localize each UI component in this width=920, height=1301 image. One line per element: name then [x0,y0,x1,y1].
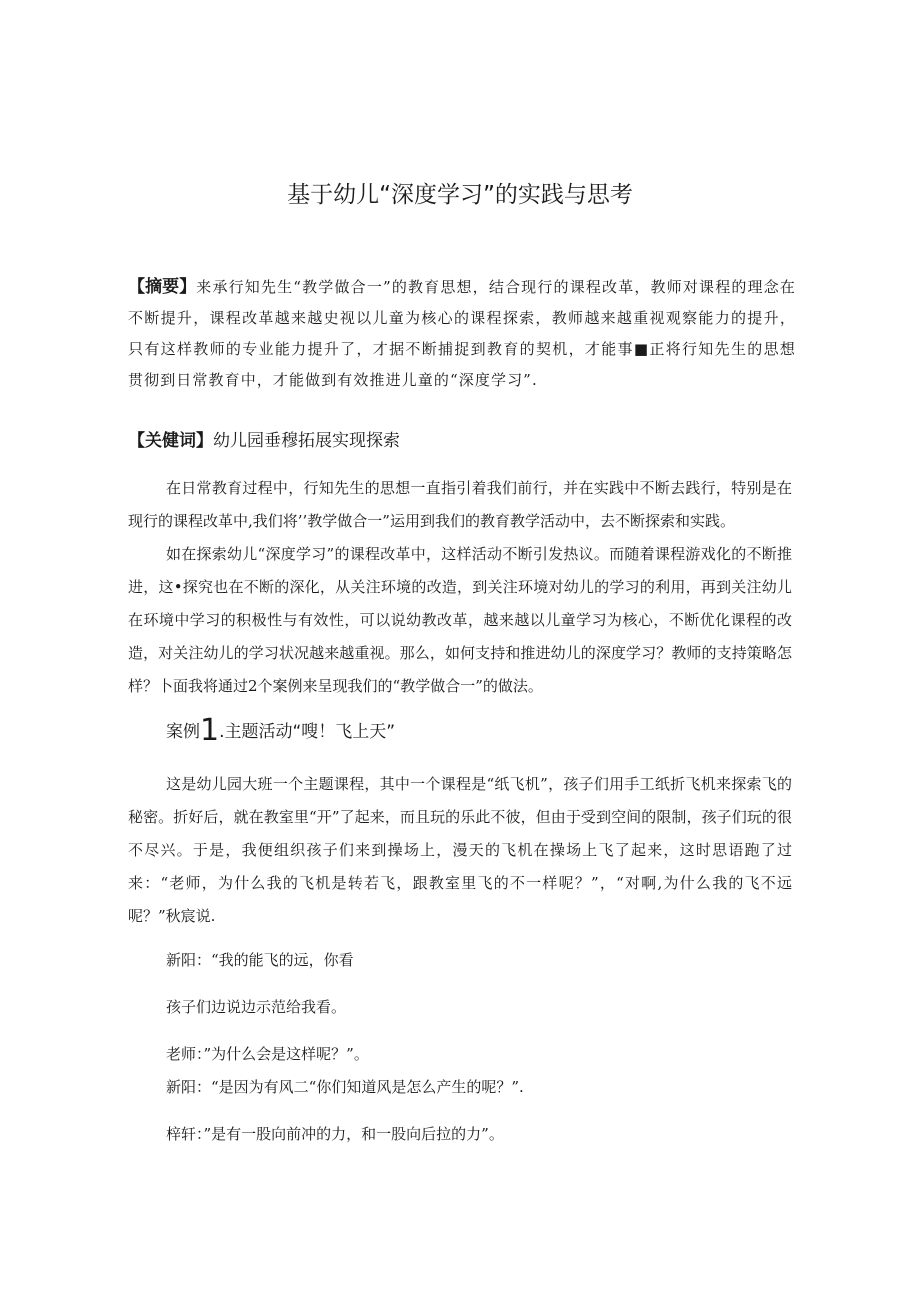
case-prefix: 案例 [166,722,200,742]
document-title: 基于幼儿“深度学习”的实践与思考 [287,182,633,208]
keywords-section [128,427,796,455]
abstract-section [128,272,796,396]
dialogue-line: 梓轩：”是有一股向前冲的力，和一股向后拉的力”。 [166,1125,504,1143]
case-heading [166,714,395,749]
case-number: 1 [200,713,220,748]
paragraph-2: 如在探索幼儿“深度学习”的课程改革中，这样活动不断引发热议。而随着课程游戏化的不断推进，这•探究也在不断的深化，从关注环境的改造，到关注环境对幼儿的学习的利用，再到关注幼儿在环境中学习的积极性与有效性，可以说幼教改革，越来越以儿童学习为核心，不断优化课程的改造，对关注幼儿的学习状况越来越重视。那么，如何支持和推进幼儿的深度学习？教师的支持策略怎样？卜面我将通过2个案例来呈现我们的“教学做合一”的做法。 [128,545,792,695]
dialogue-line: 新阳：“是因为有风二“你们知道风是怎么产生的呢？”. [166,1078,524,1096]
paragraph-3: 这是幼儿园大班一个主题课程，其中一个课程是“纸飞机”，孩子们用手工纸折飞机来探索飞的秘密。折好后，就在教室里“开”了起来，而且玩的乐此不彼，但由于受到空间的限制，孩子们玩的很不尽兴。于是，我便组织孩子们来到操场上，漫天的飞机在操场上飞了起来，这时思语跑了过来：“老师，为什么我的飞机是转若飞，跟教室里飞的不一样呢？”，“对啊,为什么我的飞不远呢？”秋宸说. [128,775,792,925]
abstract-text: 来承行知先生“教学做合一”的教育思想，结合现行的课程改革，教师对课程的理念在不断提升，课程改革越来越史视以儿童为核心的课程探索，教师越来越重视观察能力的提升，只有这样教师的专业能力提升了，才据不断捕捉到教育的契机，才能事■正将行知先生的思想贯彻到日常教育中，才能做到有效推进儿童的“深度学习”. [128,278,797,389]
paragraph-1: 在日常教育过程中，行知先生的思想一直指引着我们前行，并在实践中不断去践行，特别是在现行的课程改革中,我们将’’教学做合一”运用到我们的教育教学活动中，去不断探索和实践。 [128,479,792,530]
case-title: .主题活动“嗖！飞上天” [219,722,396,742]
abstract-label: 【摘要】 [128,277,197,297]
dialogue-line: 老师：”为什么会是这样呢？”。 [166,1045,369,1063]
keywords-label: 【关健词】 [128,431,213,451]
dialogue-line: 新阳：“我的能飞的远，你看 [166,951,354,969]
dialogue-line: 孩子们边说边示范给我看。 [166,998,347,1016]
keywords-text: 幼儿园垂穆拓展实现探索 [213,431,400,451]
